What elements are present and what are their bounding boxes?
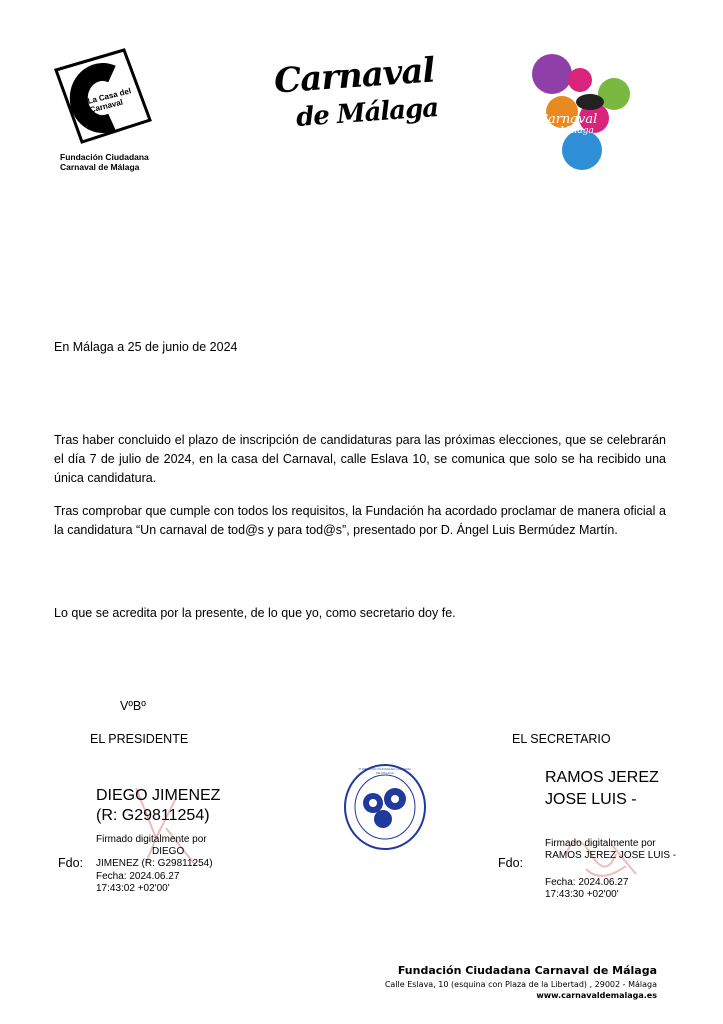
casa-carnaval-badge-text: La Casa del Carnaval xyxy=(86,86,132,115)
seal-text: FUNDACIÓN CIUDADANA CARNAVAL DE MÁLAGA xyxy=(358,767,412,775)
secretary-fdo-label: Fdo: xyxy=(498,856,524,870)
logo-center-line2: de Málaga xyxy=(295,93,440,133)
president-fdo-label: Fdo: xyxy=(58,856,84,870)
secretary-name-line1: RAMOS JEREZ xyxy=(545,769,659,786)
paragraph-3: Lo que se acredita por la presente, de lo que yo, como secretario doy fe. xyxy=(54,606,456,620)
paragraph-1: Tras haber concluido el plazo de inscripción de candidaturas para las próximas elecciones, que se celebrarán el día 7 de julio de 2024, en la casa del Carnaval, calle Eslava 10, se comunica que solo se ha recibido una única candidatura. xyxy=(54,433,666,485)
foundation-seal-icon xyxy=(343,763,427,851)
footer-web: www.carnavaldemalaga.es xyxy=(536,991,657,1000)
logo-right-line1: Carnaval xyxy=(538,112,598,127)
logo-center-line1: Carnaval xyxy=(272,50,436,102)
footer-address: Calle Eslava, 10 (esquina con Plaza de la Libertad) , 29002 - Málaga xyxy=(384,980,657,989)
paragraph-2: Tras comprobar que cumple con todos los requisitos, la Fundación ha acordado proclamar de manera oficial a la candidatura “Un carnaval de tod@s y para tod@s”, presentado por D. Ángel Luis Bermúdez Martín. xyxy=(54,504,666,537)
secretary-signature-block xyxy=(496,764,696,914)
logo-right-line2: de Málaga xyxy=(546,126,594,136)
date-line: En Málaga a 25 de junio de 2024 xyxy=(54,340,238,354)
secretary-time-line: 17:43:30 +02'00' xyxy=(545,889,619,900)
foundation-seal xyxy=(343,763,427,851)
logo-left-caption-2: Carnaval de Málaga xyxy=(60,162,140,172)
president-digital-line1: Firmado digitalmente por xyxy=(96,834,207,845)
secretary-digital-line2: RAMOS JEREZ JOSE LUIS - xyxy=(545,850,677,861)
president-time-line: 17:43:02 +02'00' xyxy=(96,883,170,894)
vobo-label: VºBº xyxy=(120,699,146,713)
logo-carnaval-mask xyxy=(528,50,636,172)
logo-casa-carnaval xyxy=(52,48,162,174)
carnaval-mask-icon xyxy=(528,50,636,172)
footer-org: Fundación Ciudadana Carnaval de Málaga xyxy=(397,964,657,977)
president-name-line1: DIEGO JIMENEZ xyxy=(96,787,221,804)
secretary-role: EL SECRETARIO xyxy=(512,732,611,746)
logo-left-caption-1: Fundación Ciudadana xyxy=(60,152,149,162)
president-name-line2: (R: G29811254) xyxy=(96,807,210,824)
president-role: EL PRESIDENTE xyxy=(90,732,189,746)
president-signature-block xyxy=(56,778,256,908)
president-digital-line3: JIMENEZ (R: G29811254) xyxy=(96,858,213,869)
logo-carnaval-malaga xyxy=(270,50,440,140)
secretary-digital-line1: Firmado digitalmente por xyxy=(545,838,656,849)
secretary-date-line: Fecha: 2024.06.27 xyxy=(545,877,629,888)
secretary-name-line2: JOSE LUIS - xyxy=(545,791,637,808)
president-date-line: Fecha: 2024.06.27 xyxy=(96,871,180,882)
president-digital-line2: DIEGO xyxy=(152,846,185,857)
